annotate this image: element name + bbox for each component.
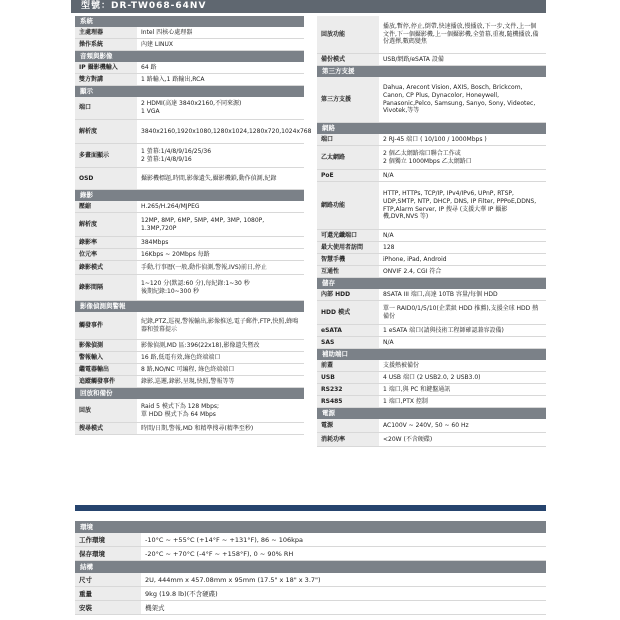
spec-row — [75, 547, 546, 561]
spec-label: 第三方支援 — [317, 77, 379, 122]
spec-label: OSD — [75, 168, 137, 189]
section-header: 環境 — [75, 521, 546, 533]
spec-value: 2U, 444mm x 457.08mm x 95mm (17.5" x 18" x 3.7") — [145, 575, 321, 584]
spec-value: 單一 RAID0/1/5/10(企業級 HDD 推薦),支援全球 HDD 熱備份 — [383, 304, 539, 320]
spec-value: 8 路,NO/NC 可編程, 綠色終端端口 — [141, 365, 235, 373]
spec-row — [75, 144, 304, 168]
spec-value: 1 端口,PTX 控制 — [383, 397, 428, 405]
spec-row — [75, 39, 304, 51]
spec-row — [317, 433, 546, 447]
spec-label: 解析度 — [75, 213, 137, 236]
spec-row — [75, 237, 304, 249]
spec-value: 2 個乙太網路端口聯合工作或 2 個獨立 1000Mbps 乙太網路口 — [383, 149, 472, 165]
spec-row — [75, 533, 546, 547]
spec-label: 安裝 — [75, 601, 141, 614]
spec-row — [317, 242, 546, 254]
spec-label: 保存環境 — [75, 547, 141, 560]
spec-value: 內建 LINUX — [141, 40, 174, 48]
spec-row — [75, 201, 304, 213]
section-header: 回放和備份 — [75, 388, 304, 399]
spec-row — [75, 364, 304, 376]
spec-label: 錄影率 — [75, 237, 137, 248]
spec-label: 解析度 — [75, 120, 137, 143]
spec-row — [317, 134, 546, 146]
spec-value: 1 路輸入,1 路輸出,RCA — [141, 75, 205, 83]
section-header: 網路 — [317, 123, 546, 134]
spec-value: 機架式 — [145, 603, 165, 612]
spec-row — [317, 325, 546, 337]
spec-label: 錄影模式 — [75, 261, 137, 274]
spec-value: N/A — [383, 171, 394, 179]
spec-value: N/A — [383, 338, 394, 346]
spec-row — [317, 384, 546, 396]
spec-label: 錄影間隔 — [75, 275, 137, 300]
spec-row — [75, 376, 304, 388]
section-header: 影像偵測與警報 — [75, 301, 304, 312]
spec-value: HTTP, HTTPs, TCP/IP, IPv4/IPv6, UPnP, RTSP, UDP,SMTP, NTP, DHCP, DNS, IP Filter, PPPoE,DDNS, FTP,Alarm Server, IP 搜尋 (支援大華 IP 攝影機,DVR,NVS 等) — [383, 190, 537, 221]
spec-label: 多畫面顯示 — [75, 144, 137, 167]
spec-value: USB/網路/eSATA 設備 — [383, 55, 444, 63]
spec-value: -10°C ~ +55°C (+14°F ~ +131°F), 86 ~ 106kpa — [145, 535, 304, 544]
spec-label: 端口 — [75, 97, 137, 119]
spec-row — [75, 27, 304, 39]
spec-label: 繼電器輸出 — [75, 364, 137, 375]
spec-label: 互通性 — [317, 266, 379, 277]
spec-row — [75, 312, 304, 340]
spec-value: 9kg (19.8 lb)(不含硬碟) — [145, 589, 218, 598]
spec-row — [75, 62, 304, 74]
spec-value: 紀錄,PTZ,巡視,警報輸出,影像推送,電子郵件,FTP,快照,蜂鳴器和螢幕提示 — [141, 317, 299, 333]
spec-label: RS232 — [317, 384, 379, 395]
section-header: 顯示 — [75, 86, 304, 97]
spec-row — [75, 168, 304, 190]
spec-row — [317, 266, 546, 278]
spec-label: 網路功能 — [317, 182, 379, 229]
section-header: 結構 — [75, 561, 546, 573]
spec-label: 乙太網路 — [317, 146, 379, 169]
spec-row — [317, 289, 546, 301]
spec-value: 4 USB 端口 (2 USB2.0, 2 USB3.0) — [383, 373, 481, 381]
spec-label: 追蹤觸發事件 — [75, 376, 137, 387]
spec-label: 觸發事件 — [75, 312, 137, 339]
spec-value: 2 HDMI(高達 3840x2160,不同來源) 1 VGA — [141, 100, 242, 115]
spec-row — [317, 372, 546, 384]
spec-value: 播放,暫停,停止,倒帶,快速播放,慢播放,下一步,文件,上一個文件,下一個攝影機,上一個攝影機,全螢幕,重複,隨機播放,備份選擇,數碼變焦 — [383, 23, 539, 46]
model-title: 型號：DR-TW068-64NV — [71, 0, 546, 13]
spec-label: 回放功能 — [317, 16, 379, 53]
section-divider — [75, 505, 546, 511]
spec-value: Intel 四核心處理器 — [141, 28, 193, 36]
spec-label: 可還光纖端口 — [317, 230, 379, 241]
spec-value: 12MP, 8MP, 6MP, 5MP, 4MP, 3MP, 1080P, 1.3MP,720P — [141, 216, 265, 232]
spec-row — [75, 261, 304, 275]
spec-label: 智慧手機 — [317, 254, 379, 265]
spec-label: 警報輸入 — [75, 352, 137, 363]
spec-label: 尺寸 — [75, 573, 141, 586]
section-header: 第三方支援 — [317, 66, 546, 77]
spec-row — [75, 74, 304, 86]
spec-value: 384Mbps — [141, 238, 169, 246]
spec-value: 錄影,巡邏,錄影,呈現,快照,警報等等 — [141, 377, 235, 385]
spec-label: 最大使用者訪問 — [317, 242, 379, 253]
spec-row — [75, 423, 304, 435]
spec-value: iPhone, iPad, Android — [383, 255, 447, 263]
section-header: 補助端口 — [317, 349, 546, 360]
spec-table-bottom — [75, 521, 546, 615]
spec-value: ONVIF 2.4, CGI 符合 — [383, 267, 442, 275]
spec-label: 壓縮 — [75, 201, 137, 212]
spec-row — [317, 396, 546, 408]
spec-row — [75, 120, 312, 144]
spec-label: 回放 — [75, 399, 137, 422]
spec-row — [75, 352, 304, 364]
spec-label: SAS — [317, 337, 379, 348]
spec-label: eSATA — [317, 325, 379, 336]
spec-value: 時間/日期,警報,MD 和精準搜尋(精準至秒) — [141, 424, 254, 432]
spec-row — [317, 170, 546, 182]
spec-value: -20°C ~ +70°C (-4°F ~ +158°F), 0 ~ 90% RH — [145, 549, 294, 558]
section-header: 音頻與影像 — [75, 51, 304, 62]
spec-column-left — [75, 16, 312, 435]
spec-label: HDD 模式 — [317, 301, 379, 324]
spec-row — [75, 213, 304, 237]
spec-label: 主處理器 — [75, 27, 137, 38]
spec-row — [317, 54, 546, 66]
spec-row — [317, 77, 546, 123]
spec-value: 16Kbps ~ 20Mbps 每路 — [141, 250, 210, 258]
spec-value: 影像偵測,MD 區:396(22x18),影像遺失暨改 — [141, 341, 260, 349]
spec-label: 前蓋 — [317, 360, 379, 371]
spec-label: IP 攝影機輸入 — [75, 62, 137, 73]
spec-row — [75, 340, 304, 352]
spec-label: 位元率 — [75, 249, 137, 260]
spec-row — [75, 399, 304, 423]
spec-label: 備份模式 — [317, 54, 379, 65]
spec-row — [75, 573, 546, 587]
spec-value: 3840x2160,1920x1080,1280x1024,1280x720,1024x768 — [141, 127, 312, 135]
spec-label: PoE — [317, 170, 379, 181]
spec-row — [317, 337, 546, 349]
spec-label: 工作環境 — [75, 533, 141, 546]
spec-value: 攝影機標題,時間,影像遺失,攝影機鎖,動作偵測,紀錄 — [141, 174, 277, 182]
spec-row — [75, 97, 304, 120]
spec-value: 手動,行事曆(一般,動作偵測,警報,IVS)前日,停止 — [141, 263, 267, 271]
spec-row — [317, 16, 546, 54]
spec-row — [317, 146, 546, 170]
spec-row — [75, 587, 546, 601]
spec-row — [75, 249, 304, 261]
section-header: 系統 — [75, 16, 304, 27]
section-header: 錄影 — [75, 190, 304, 201]
spec-label: 消耗功率 — [317, 433, 379, 446]
section-header: 電源 — [317, 408, 546, 419]
spec-value: <20W (不含硬碟) — [383, 435, 433, 443]
spec-label: RS485 — [317, 396, 379, 407]
spec-value: 1 eSATA 端口(請與技術工程師確認兼容設備) — [383, 326, 504, 334]
spec-value: Raid 5 模式下為 128 Mbps; 單 HDD 模式下為 64 Mbps — [141, 402, 220, 418]
spec-value: 1~120 分(默認:60 分),每紀錄:1~30 秒 後期紀錄:10~300 秒 — [141, 279, 250, 295]
spec-column-right — [317, 16, 546, 447]
spec-row — [317, 254, 546, 266]
spec-label: 端口 — [317, 134, 379, 145]
spec-value: 16 路,低電有效,綠色終端端口 — [141, 353, 221, 361]
spec-label: 影像偵測 — [75, 340, 137, 351]
spec-label: 雙方對講 — [75, 74, 137, 85]
spec-row — [317, 419, 546, 433]
spec-value: 2 RJ-45 端口 ( 10/100 / 1000Mbps ) — [383, 135, 487, 143]
spec-label: 內部 HDD — [317, 289, 379, 300]
spec-row — [317, 230, 546, 242]
spec-value: 128 — [383, 243, 395, 251]
spec-row — [75, 275, 304, 301]
spec-row — [317, 301, 546, 325]
spec-value: AC100V ~ 240V, 50 ~ 60 Hz — [383, 421, 469, 429]
spec-value: Dahua, Arecont Vision, AXIS, Bosch, Brickcom, Canon, CP Plus, Dynacolor, Honeywell, Panasonic,Pelco, Samsung, Sanyo, Sony, Videotec, Vivotek,等等 — [383, 84, 536, 115]
spec-label: 搜尋模式 — [75, 423, 137, 434]
spec-value: 1 螢幕:1/4/8/9/16/25/36 2 螢幕:1/4/8/9/16 — [141, 147, 212, 163]
spec-row — [317, 182, 546, 230]
spec-label: USB — [317, 372, 379, 383]
section-header: 儲存 — [317, 278, 546, 289]
spec-value: 支援熱被備份 — [383, 361, 420, 369]
spec-value: N/A — [383, 231, 394, 239]
spec-label: 操作系統 — [75, 39, 137, 50]
spec-label: 電源 — [317, 419, 379, 432]
spec-row — [317, 360, 546, 372]
spec-label: 重量 — [75, 587, 141, 600]
spec-value: 64 路 — [141, 63, 157, 71]
spec-value: 8SATA III 端口,高達 10TB 容量/每個 HDD — [383, 290, 498, 298]
spec-row — [75, 601, 546, 615]
spec-value: H.265/H.264/MJPEG — [141, 202, 200, 210]
spec-value: 1 端口,與 PC 和鍵盤通訊 — [383, 385, 451, 393]
